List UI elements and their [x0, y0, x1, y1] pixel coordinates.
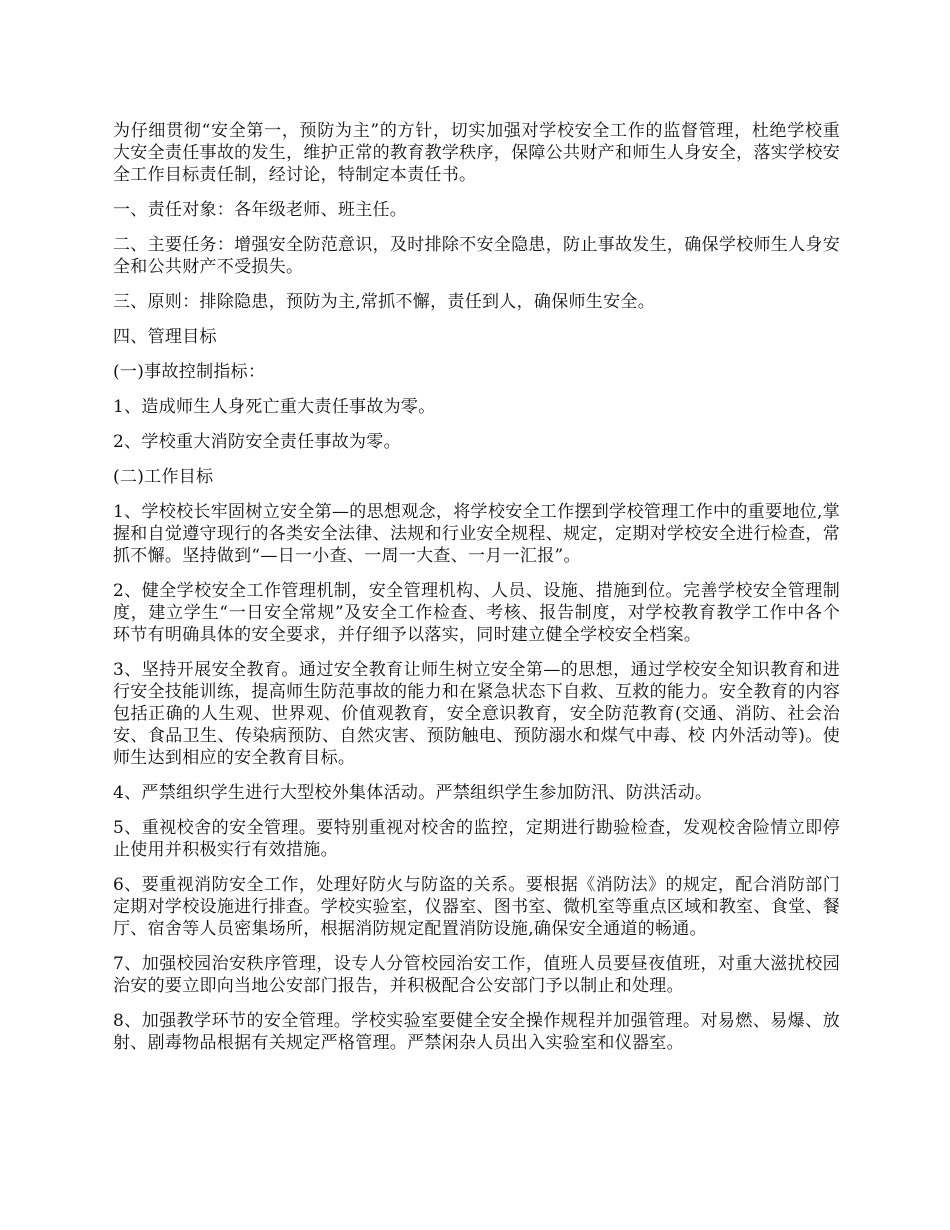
work-goal-2: 2、健全学校安全工作管理机制，安全管理机构、人员、设施、措施到位。完善学校安全管理制度，建立学生“一日安全常规”及安全工作检查、考核、报告制度，对学校教育教学工作中各个环节有明确具体的安全要求，并仔细予以落实，同时建立健全学校安全档案。 [113, 581, 840, 645]
work-goal-3: 3、坚持开展安全教育。通过安全教育让师生树立安全第—的思想，通过学校安全知识教育和进行安全技能训练，提高师生防范事故的能力和在紧急状态下自救、互救的能力。安全教育的内容包括正确的人生观、世界观、价值观教育，安全意识教育，安全防范教育(交通、消防、社会治安、食品卫生、传染病预防、自然灾害、预防触电、预防溺水和煤气中毒、校 内外活动等)。使师生达到相应的安全教育目标。 [113, 660, 840, 768]
management-goals-heading: 四、管理目标 [113, 327, 217, 347]
work-goal-8: 8、加强教学环节的安全管理。学校实验室要健全安全操作规程并加强管理。对易燃、易爆、放射、剧毒物品根据有关规定严格管理。严禁闲杂人员出入实验室和仪器室。 [113, 1011, 840, 1053]
document-body [113, 120, 840, 1067]
accident-control-item-1: 1、造成师生人身死亡重大责任事故为零。 [113, 397, 436, 417]
work-goal-1: 1、学校校长牢固树立安全第—的思想观念，将学校安全工作摆到学校管理工作中的重要地位,掌握和自觉遵守现行的各类安全法律、法规和行业安全规程、规定，定期对学校安全进行检查，常抓不懈。坚持做到“—日一小查、一周一大查、一月一汇报”。 [113, 502, 840, 566]
main-tasks: 二、主要任务：增强安全防范意识，及时排除不安全隐患，防止事故发生，确保学校师生人身安全和公共财产不受损失。 [113, 235, 840, 277]
work-goal-5: 5、重视校舍的安全管理。要特别重视对校舍的监控，定期进行勘验检查，发观校舍险情立即停止使用并积极实行有效措施。 [113, 818, 840, 860]
responsibility-target: 一、责任对象：各年级老师、班主任。 [113, 200, 408, 220]
principles: 三、原则：排除隐患，预防为主,常抓不懈，责任到人，确保师生安全。 [113, 292, 656, 312]
intro-paragraph: 为仔细贯彻“安全第一，预防为主”的方针，切实加强对学校安全工作的监督管理，杜绝学校重大安全责任事故的发生，维护正常的教育教学秩序，保障公共财产和师生人身安全，落实学校安全工作目标责任制，经讨论，特制定本责任书。 [113, 121, 840, 185]
work-goal-6: 6、要重视消防安全工作，处理好防火与防盗的关系。要根据《消防法》的规定，配合消防部门定期对学校设施进行排查。学校实验室，仪器室、图书室、微机室等重点区域和教室、食堂、餐厅、宿舍等人员密集场所，根据消防规定配置消防设施,确保安全通道的畅通。 [113, 875, 840, 939]
work-goal-4: 4、严禁组织学生进行大型校外集体活动。严禁组织学生参加防汛、防洪活动。 [113, 783, 713, 803]
work-goals-heading: (二)工作目标 [113, 467, 214, 487]
work-goal-7: 7、加强校园治安秩序管理，设专人分管校园治安工作，值班人员要昼夜值班，对重大滋扰校园治安的要立即向当地公安部门报告，并积极配合公安部门予以制止和处理。 [113, 954, 840, 996]
accident-control-heading: (一)事故控制指标： [113, 362, 266, 382]
accident-control-item-2: 2、学校重大消防安全责任事故为零。 [113, 432, 401, 452]
